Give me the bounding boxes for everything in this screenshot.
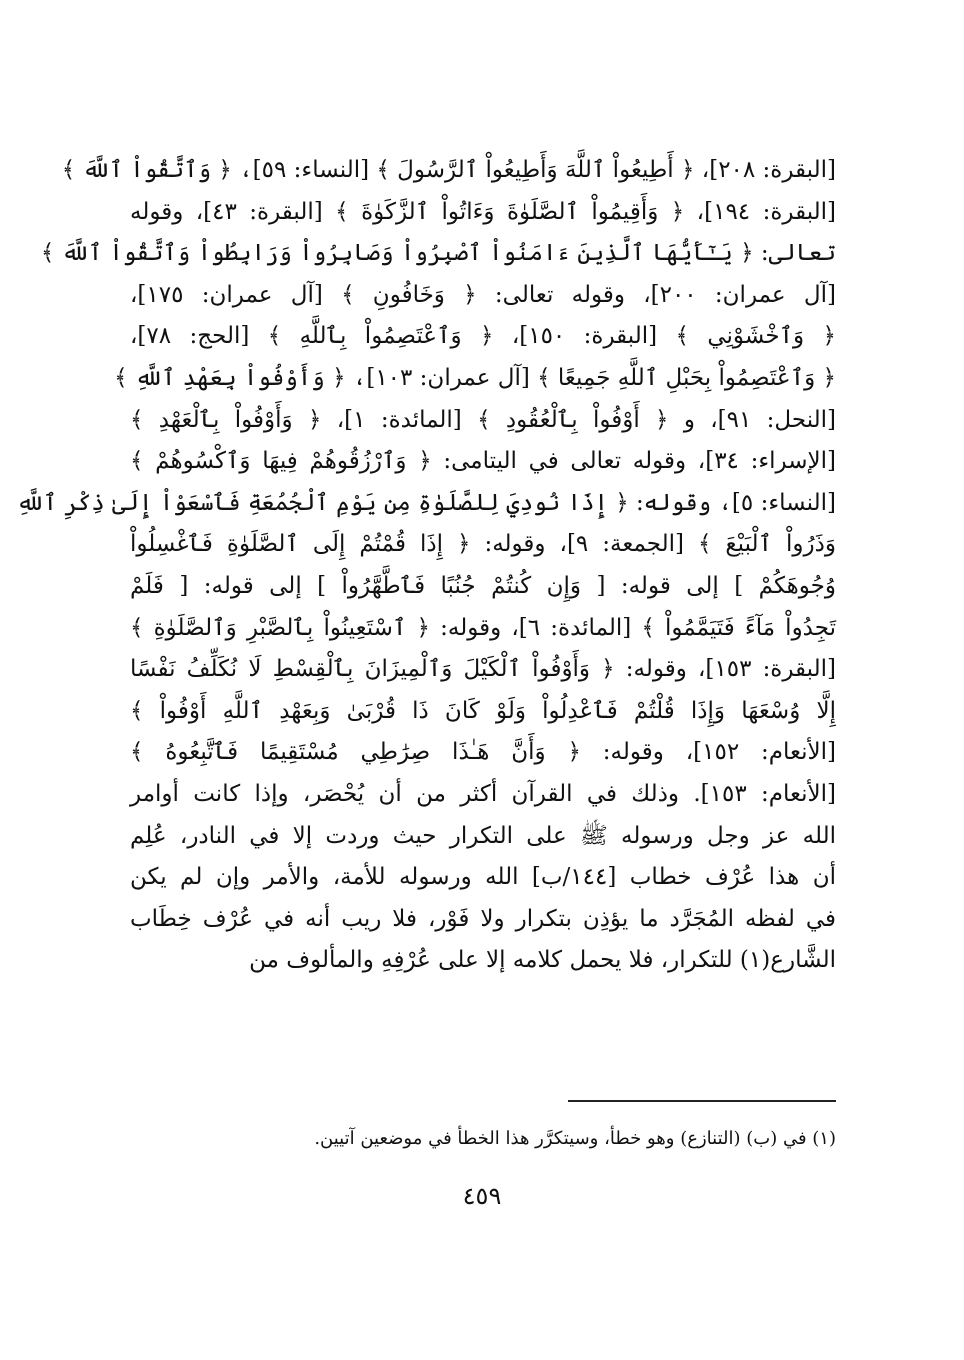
text-line: إِلَّا وُسْعَهَا وَإِذَا قُلْتُمْ فَٱعْدِلُواْ وَلَوْ كَانَ ذَا قُرْبَىٰ وَبِعَهْدِ ٱللَّهِ أَوْفُواْ ﴾: [130, 697, 836, 724]
text-line: [الأنعام: ١٥٢]، وقوله: ﴿ وَأَنَّ هَـٰذَا صِرَٰطِي مُسْتَقِيمًا فَٱتَّبِعُوهُ ﴾: [130, 739, 836, 766]
text-line: [الإسراء: ٣٤]، وقوله تعالى في اليتامى: ﴿ وَٱرْزُقُوهُمْ فِيهَا وَٱكْسُوهُمْ ﴾: [130, 448, 836, 475]
footnote: (١) في (ب) (التنازع) وهو خطأ، وسيتكرَّر هذا الخطأ في موضعين آتيين.: [314, 1128, 836, 1149]
text-line: الله عز وجل ورسوله ﷺ على التكرار حيث وردت إلا في النادر، عُلِم: [130, 822, 836, 849]
text-line: أن هذا عُرْف خطاب [١٤٤/ب] الله ورسوله للأمة، والأمر وإن لم يكن: [130, 864, 836, 891]
text-line: في لفظه المُجَرَّد ما يؤذِن بتكرار ولا فَوْر، فلا ريب أنه في عُرْف خِطَاب: [130, 905, 836, 932]
text-line: وُجُوهَكُمْ ] إلى قوله: [ وَإِن كُنتُمْ جُنُبًا فَٱطَّهَّرُواْ ] إلى قوله: [ فَلَمْ: [130, 572, 836, 599]
text-line: [الأنعام: ١٥٣]. وذلك في القرآن أكثر من أن يُحْصَر، وإذا كانت أوامر: [130, 780, 836, 807]
text-line: [البقرة: ١٥٣]، وقوله: ﴿ وَأَوْفُواْ ٱلْكَيْلَ وَٱلْمِيزَانَ بِٱلْقِسْطِ لَا نُكَلِّفُ نَفْسًا: [130, 656, 836, 683]
text-line: ﴿ وَٱخْشَوْنِي ﴾ [البقرة: ١٥٠]، ﴿ وَٱعْتَصِمُواْ بِٱللَّهِ ﴾ [الحج: ٧٨]،: [130, 323, 836, 350]
text-line: [النحل: ٩١]، و ﴿ أَوْفُواْ بِٱلْعُقُودِ ﴾ [المائدة: ١]، ﴿ وَأَوْفُواْ بِٱلْعَهْدِ ﴾: [130, 406, 837, 433]
text-line: تعالى: ﴿ يَـٰٓأَيُّهَا ٱلَّذِينَ ءَامَنُواْ ٱصْبِرُواْ وَصَابِرُواْ وَرَابِطُواْ وَٱتَّقُواْ ٱللَّهَ ﴾: [40, 240, 836, 267]
text-line: الشَّارع(١) للتكرار، فلا يحمل كلامه إلا على عُرْفِهِ والمألوف من: [249, 947, 836, 974]
page-number: ٤٥٩: [462, 1182, 502, 1210]
text-line: وَذَرُواْ ٱلْبَيْعَ ﴾ [الجمعة: ٩]، وقوله: ﴿ إِذَا قُمْتُمْ إِلَى ٱلصَّلَوٰةِ فَٱغْسِلُواْ: [130, 531, 836, 558]
footnote-divider: [568, 1100, 836, 1102]
text-line: [البقرة: ٢٠٨]، ﴿ أَطِيعُواْ ٱللَّهَ وَأَطِيعُواْ ٱلرَّسُولَ ﴾ [النساء: ٥٩]، ﴿ وَٱتَّقُواْ ٱللَّهَ ﴾: [61, 157, 836, 183]
text-line: تَجِدُواْ مَآءً فَتَيَمَّمُواْ ﴾ [المائدة: ٦]، وقوله: ﴿ ٱسْتَعِينُواْ بِٱلصَّبْرِ وَٱلصَّلَوٰةِ ﴾: [130, 614, 836, 641]
text-line: [البقرة: ١٩٤]، ﴿ وَأَقِيمُواْ ٱلصَّلَوٰةَ وَءَاتُواْ ٱلزَّكَوٰةَ ﴾ [البقرة: ٤٣]، وقوله: [130, 198, 837, 225]
text-line: ﴿ وَٱعْتَصِمُواْ بِحَبْلِ ٱللَّهِ جَمِيعًا ﴾ [آل عمران: ١٠٣]، ﴿ وَأَوْفُواْ بِعَهْدِ ٱللَّهِ ﴾: [114, 364, 836, 391]
text-line: [النساء: ٥]، وقوله: ﴿ إِذَا نُودِيَ لِلصَّلَوٰةِ مِن يَوْمِ ٱلْجُمُعَةِ فَٱسْعَوْاْ إِلَىٰ ذِكْرِ ٱللَّهِ: [16, 489, 836, 516]
main-text: [16, 150, 837, 982]
text-line: [آل عمران: ٢٠٠]، وقوله تعالى: ﴿ وَخَافُونِ ﴾ [آل عمران: ١٧٥]،: [130, 281, 836, 308]
